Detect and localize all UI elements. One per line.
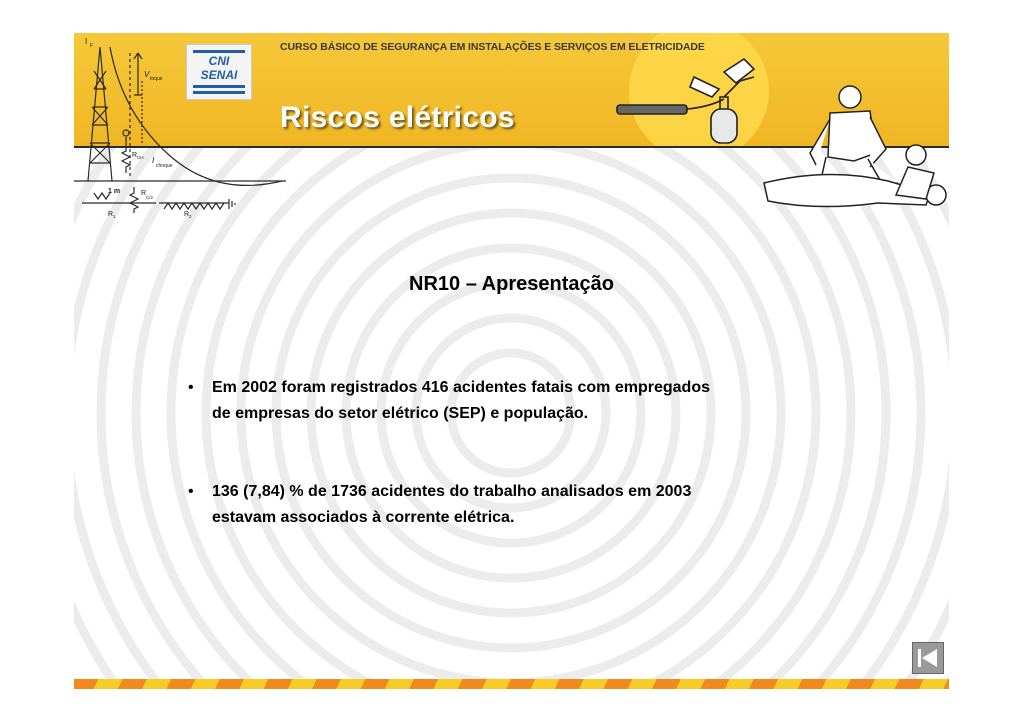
cni-senai-logo bbox=[186, 44, 252, 100]
bullet-line: estavam associados à corrente elétrica. bbox=[212, 509, 515, 526]
diagram-label-half-sub: C/2 bbox=[146, 195, 154, 200]
bullet-dot: • bbox=[188, 483, 194, 500]
diagram-label-distance: 1 m bbox=[108, 188, 121, 195]
logo-line-senai: SENAI bbox=[200, 68, 238, 82]
diagram-label-r1-sub: 1 bbox=[113, 214, 116, 219]
diagram-label-current-sub: F bbox=[90, 43, 94, 49]
skip-back-icon bbox=[913, 643, 943, 673]
bullet-item bbox=[188, 479, 888, 531]
diagram-label-shock-current: I bbox=[152, 156, 155, 165]
diagram-label-r2-sub: 2 bbox=[189, 214, 192, 219]
logo-line-cni: CNI bbox=[208, 54, 230, 68]
slide-title: NR10 – Apresentação bbox=[409, 273, 614, 295]
diagram-label-body-resistance: R bbox=[132, 152, 138, 159]
diagram-label-current: I bbox=[85, 37, 88, 46]
diagram-label-shock-sub: choque bbox=[156, 163, 173, 169]
bullet-dot: • bbox=[188, 379, 194, 396]
touch-voltage-diagram bbox=[74, 33, 289, 233]
bullet-line: de empresas do setor elétrico (SEP) e população. bbox=[212, 405, 589, 422]
diagram-label-voltage: V bbox=[144, 70, 150, 79]
slide bbox=[74, 33, 949, 689]
section-title: Riscos elétricos bbox=[280, 101, 515, 134]
diagram-label-body-resistance-sub: CH bbox=[137, 155, 144, 160]
bullet-line: Em 2002 foram registrados 416 acidentes fatais com empregados bbox=[212, 379, 710, 396]
fire-extinguisher-icon bbox=[614, 47, 764, 147]
diagram-label-half-resistance: R bbox=[141, 190, 147, 197]
course-title: CURSO BÁSICO DE SEGURANÇA EM INSTALAÇÕES E SERVIÇOS EM ELETRICIDADE bbox=[280, 41, 705, 53]
first-aid-illustration bbox=[758, 83, 949, 219]
bottom-stripe bbox=[74, 679, 949, 689]
bullet-item bbox=[188, 375, 888, 427]
diagram-label-r1: R bbox=[108, 211, 114, 218]
back-button[interactable] bbox=[912, 642, 944, 674]
diagram-label-r2: R bbox=[184, 211, 190, 218]
diagram-label-voltage-sub: toque bbox=[150, 76, 163, 82]
bullet-line: 136 (7,84) % de 1736 acidentes do trabalho analisados em 2003 bbox=[212, 483, 692, 500]
